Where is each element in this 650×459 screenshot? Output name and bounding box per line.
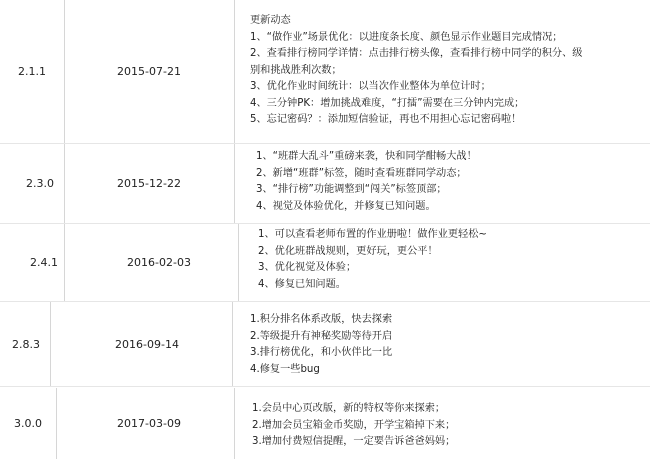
date-cell: 2015-07-21 [117,65,181,78]
note-line: 3.排行榜优化，和小伙伴比一比 [250,347,393,358]
column-divider [64,224,65,301]
date-cell: 2015-12-22 [117,177,181,190]
note-line: 1.积分排名体系改版，快去探索 [250,314,393,325]
version-cell: 2.3.0 [26,177,54,190]
note-line: 4.修复一些bug [250,363,320,375]
version-cell: 2.1.1 [18,65,46,78]
date-cell: 2017-03-09 [117,417,181,430]
table-row [0,0,650,143]
version-cell: 3.0.0 [14,417,42,430]
notes-cell [234,302,650,386]
note-line: 2、查看排行榜同学详情：点击排行榜头像，查看排行榜中同学的积分、级 [250,48,583,59]
notes-cell [234,388,650,459]
note-line: 别和挑战胜利次数； [250,64,342,76]
note-line: 1.会员中心页改版，新的特权等你来探索； [252,403,446,414]
note-line: 2、新增“班群”标签，随时查看班群同学动态； [256,167,467,179]
note-line: 3、优化视觉及体验； [258,262,357,273]
note-line: 4、修复已知问题。 [258,278,346,290]
table-row [0,388,650,459]
note-line: 2.等级提升有神秘奖励等待开启 [250,330,393,342]
column-divider [56,388,57,459]
note-line: 更新动态 [250,15,291,26]
note-line: 1、可以查看老师布置的作业册啦！做作业更轻松~ [258,229,487,240]
note-line: 5、忘记密码？：添加短信验证，再也不用担心忘记密码啦！ [250,114,522,125]
date-cell: 2016-09-14 [115,337,179,351]
note-line: 4、三分钟PK：增加挑战难度，“打擂”需要在三分钟内完成； [250,97,525,109]
note-line: 3、优化作业时间统计：以当次作业整体为单位计时； [250,81,491,92]
date-cell: 2016-02-03 [127,256,191,269]
version-cell: 2.4.1 [30,256,58,269]
notes-cell [234,224,650,301]
notes-cell [234,0,650,143]
note-line: 4、视觉及体验优化，并修复已知问题。 [256,200,436,212]
note-line: 2.增加会员宝箱金币奖励，开学宝箱掉下来； [252,419,456,431]
row-divider [0,386,650,387]
note-line: 2、优化班群战规则，更好玩，更公平！ [258,245,438,257]
column-divider [232,302,233,386]
note-line: 3.增加付费短信提醒，一定要告诉爸爸妈妈； [252,436,456,447]
notes-cell [234,144,650,223]
table-row [0,144,650,223]
table-row [0,224,650,301]
version-cell: 2.8.3 [12,337,40,351]
table-row [0,302,650,386]
note-line: 3、“排行榜”功能调整到“闯关”标签顶部； [256,184,447,195]
note-line: 1、“班群大乱斗”重磅来袭，快和同学酣畅大战！ [256,151,477,162]
note-line: 1、“做作业”场景优化：以进度条长度、颜色显示作业题目完成情况； [250,31,563,43]
column-divider [50,302,51,386]
